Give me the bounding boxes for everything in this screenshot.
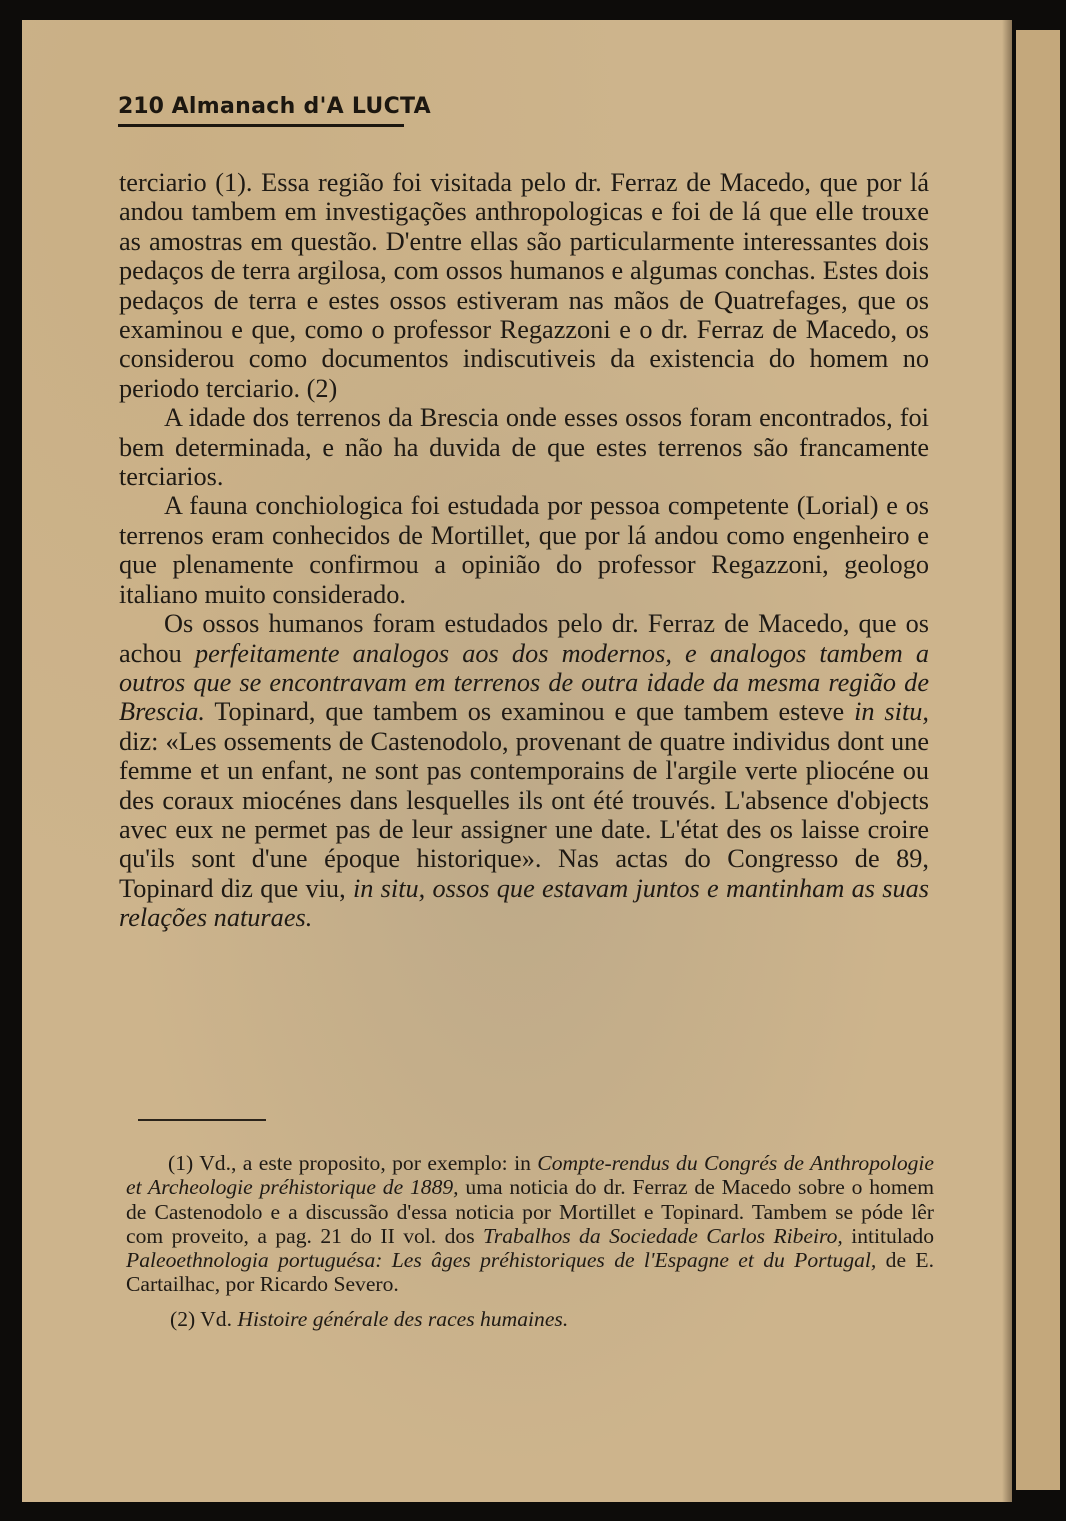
paragraph-4: Os ossos humanos foram estudados pelo dr. Ferraz de Macedo, que os achou perfeitamente analogos aos dos modernos, e analogos tambem a outros que se encontravam em terrenos de outra idade da mesma região de Brescia. Topinard, que tambem os examinou e que tambem esteve in situ, diz: «Les ossements de Castenodolo, provenant de quatre individus dont une femme et un enfant, ne sont pas contemporains de l'argile verte pliocéne ou des coraux miocénes dans lesquelles ils ont été trouvés. L'absence d'objects avec eux ne permet pas de leur assigner une date. L'état des os laisse croire qu'ils sont d'une époque historique». Nas actas do Congresso de 89, Topinard diz que viu, in situ, ossos que estavam juntos e mantinham as suas relações naturaes. [119,609,930,933]
paragraph-2: A idade dos terrenos da Brescia onde esses ossos foram encontrados, foi bem determinada, e não ha duvida de que estes terrenos são francamente terciarios. [119,403,929,492]
body-text [119,168,929,933]
header-rule [118,124,404,127]
paragraph-3: A fauna conchiologica foi estudada por pessoa competente (Lorial) e os terrenos eram conhecidos de Mortillet, que por lá andou como engenheiro e que plenamente confirmou a opinião do professor Regazzoni, geologo italiano muito considerado. [119,491,929,609]
page-number: 210 [118,94,164,119]
adjacent-page-edge [1016,30,1060,1490]
footnotes [126,1151,934,1331]
running-header [118,94,431,119]
footnote-2: (2) Vd. Histoire générale des races humaines. [170,1306,569,1331]
header-title: Almanach d'A LUCTA [171,94,431,119]
footnote-1: (1) Vd., a este proposito, por exemplo: in Compte-rendus du Congrés de Anthropologie et Archeologie préhistorique de 1889, uma noticia do dr. Ferraz de Macedo sobre o homem de Castenodolo e a discussão d'essa noticia por Mortillet e Topinard. Tambem se póde lêr com proveito, a pag. 21 do II vol. dos Trabalhos da Sociedade Carlos Ribeiro, intitulado Paleoethnologia portuguésa: Les âges préhistoriques de l'Espagne et du Portugal, de E. Cartailhac, por Ricardo Severo. [126,1151,935,1297]
paragraph-1: terciario (1). Essa região foi visitada pelo dr. Ferraz de Macedo, que por lá andou tambem em investigações anthropologicas e foi de lá que elle trouxe as amostras em questão. D'entre ellas são particularmente interessantes dois pedaços de terra argilosa, com ossos humanos e algumas conchas. Estes dois pedaços de terra e estes ossos estiveram nas mãos de Quatrefages, que os examinou e que, como o professor Regazzoni e o dr. Ferraz de Macedo, os considerou como documentos indiscutiveis da existencia do homem no periodo terciario. (2) [119,168,929,403]
footnote-rule [138,1119,266,1121]
